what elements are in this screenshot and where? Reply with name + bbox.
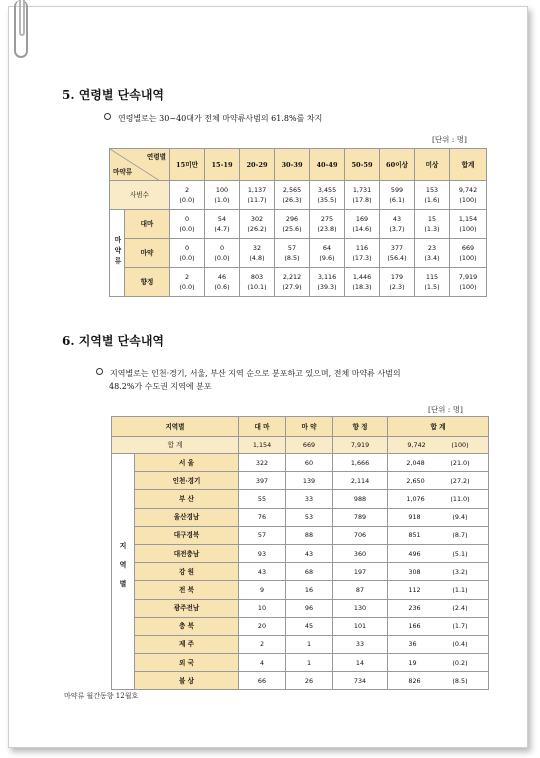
- table-cell: [415, 210, 450, 239]
- row-label: 충 북: [135, 617, 239, 635]
- table-cell: 43: [286, 544, 333, 562]
- table-cell: [388, 490, 489, 508]
- region-count: 19: [408, 658, 417, 667]
- cell-value: 296: [285, 215, 299, 223]
- group-label: 마약류: [113, 235, 121, 268]
- table-cell: [450, 239, 487, 268]
- table-row: [112, 617, 489, 635]
- section6-bullet: [96, 367, 401, 393]
- region-table: [111, 416, 489, 690]
- cell-value: 116: [355, 244, 369, 252]
- paperclip-icon: [14, 0, 28, 58]
- cell-percent: (0.6): [214, 283, 230, 291]
- table-cell: 7,919: [333, 437, 388, 454]
- table-cell: 789: [333, 508, 388, 526]
- region-percent: (0.4): [452, 640, 468, 649]
- table-cell: 9: [239, 581, 286, 599]
- cell-percent: (1.0): [214, 196, 230, 204]
- table-cell: 88: [286, 526, 333, 544]
- row-label: 울산경남: [135, 508, 239, 526]
- row-label: 대전충남: [135, 544, 239, 562]
- table-cell: 66: [239, 672, 286, 690]
- table-cell: 33: [333, 635, 388, 653]
- cell-value: 2: [184, 186, 190, 194]
- table-cell: 2,114: [333, 472, 388, 490]
- cell-percent: (0.0): [214, 254, 230, 262]
- region-count: 236: [408, 604, 421, 613]
- cell-percent: (0.0): [179, 196, 195, 204]
- cell-percent: (3.4): [424, 254, 440, 262]
- table-cell: [388, 508, 489, 526]
- table-cell: [310, 181, 345, 210]
- corner-bottom-label: 마약류: [113, 168, 133, 176]
- row-label: 제 주: [135, 635, 239, 653]
- table-cell: [275, 239, 310, 268]
- region-total-row: [112, 437, 489, 454]
- row-label: 서 울: [135, 454, 239, 472]
- region-count: 851: [408, 531, 421, 540]
- cell-value: 115: [425, 273, 439, 281]
- cell-percent: (35.5): [317, 196, 337, 204]
- section5-heading: 5. 연령별 단속내역: [62, 88, 165, 102]
- cell-percent: (0.0): [179, 225, 195, 233]
- cell-value: 377: [390, 244, 404, 252]
- table-cell: 988: [333, 490, 388, 508]
- table-cell: [240, 181, 275, 210]
- region-count: 308: [408, 567, 421, 576]
- table-cell: [388, 563, 489, 581]
- group-cell: [112, 454, 135, 690]
- table-cell: [388, 581, 489, 599]
- table-cell: 53: [286, 508, 333, 526]
- table-cell: 43: [239, 563, 286, 581]
- table-cell: 669: [286, 437, 333, 454]
- age-col-header: 15-19: [205, 149, 240, 181]
- table-cell: 33: [286, 490, 333, 508]
- cell-value: 9,742: [458, 186, 478, 194]
- table-cell: 60: [286, 454, 333, 472]
- region-percent: (2.4): [452, 604, 468, 613]
- table-row: [110, 268, 487, 297]
- cell-percent: (39.3): [317, 283, 337, 291]
- age-col-header: 60이상: [380, 149, 415, 181]
- table-cell: 68: [286, 563, 333, 581]
- region-percent: (8.7): [452, 531, 468, 540]
- table-cell: [450, 268, 487, 297]
- cell-value: 1,446: [352, 273, 372, 281]
- row-label: 대마: [125, 210, 170, 239]
- table-cell: 87: [333, 581, 388, 599]
- cell-value: 7,919: [458, 273, 478, 281]
- cell-value: 2: [184, 273, 190, 281]
- region-percent: (11.0): [450, 494, 470, 503]
- table-cell: [205, 239, 240, 268]
- cell-value: 46: [217, 273, 227, 281]
- bullet-circle-icon: [96, 368, 103, 375]
- table-row: [112, 490, 489, 508]
- table-cell: [415, 239, 450, 268]
- table-cell: [415, 181, 450, 210]
- region-count: 2,650: [406, 476, 425, 485]
- cell-percent: (1.6): [424, 196, 440, 204]
- cell-value: 23: [427, 244, 437, 252]
- region-percent: (5.1): [452, 549, 468, 558]
- cell-percent: (4.8): [249, 254, 265, 262]
- table-cell: [380, 268, 415, 297]
- row-label: 전 북: [135, 581, 239, 599]
- age-col-header: 미상: [415, 149, 450, 181]
- region-count: 826: [408, 676, 421, 685]
- cell-value: 153: [425, 186, 439, 194]
- cell-value: 15: [427, 215, 437, 223]
- table-cell: [240, 268, 275, 297]
- table-cell: [170, 210, 205, 239]
- cell-percent: (4.7): [214, 225, 230, 233]
- cell-percent: (26.2): [247, 225, 267, 233]
- table-row: [112, 526, 489, 544]
- group-label: 지역별: [119, 541, 128, 599]
- table-cell: [388, 544, 489, 562]
- cell-value: 54: [217, 215, 227, 223]
- section5-bullet-text: 연령별로는 30~40대가 전체 마약류사범의 61.8%를 차지: [118, 114, 323, 123]
- cell-value: 1,731: [352, 186, 372, 194]
- table-cell: 101: [333, 617, 388, 635]
- region-count: 112: [408, 585, 421, 594]
- table-cell: [345, 268, 380, 297]
- age-col-header: 30-39: [275, 149, 310, 181]
- table-cell: [275, 210, 310, 239]
- table-cell: [388, 617, 489, 635]
- region-count: 496: [408, 549, 421, 558]
- cell-percent: (17.8): [352, 196, 372, 204]
- region-header-row: [112, 417, 489, 437]
- table-cell: 26: [286, 672, 333, 690]
- corner-top-label: 연령별: [146, 153, 166, 161]
- table-cell: 45: [286, 617, 333, 635]
- table-cell: 360: [333, 544, 388, 562]
- table-cell: 76: [239, 508, 286, 526]
- cell-value: 599: [390, 186, 404, 194]
- cell-value: 0: [184, 215, 190, 223]
- cell-percent: (100): [459, 225, 477, 233]
- table-cell: 1: [286, 654, 333, 672]
- footer-text: 마약류 월간동향 12월호: [64, 692, 139, 700]
- cell-percent: (10.1): [247, 283, 267, 291]
- row-label: 불 상: [135, 672, 239, 690]
- table-cell: [345, 210, 380, 239]
- row-label: 대구경북: [135, 526, 239, 544]
- row-label: 합 계: [112, 437, 239, 454]
- table-row: [112, 508, 489, 526]
- age-table: [109, 148, 487, 297]
- cell-percent: (2.3): [389, 283, 405, 291]
- cell-value: 2,212: [282, 273, 302, 281]
- table-cell: [380, 210, 415, 239]
- table-row: [112, 654, 489, 672]
- table-cell: 2: [239, 635, 286, 653]
- cell-value: 32: [252, 244, 262, 252]
- table-cell: 1,154: [239, 437, 286, 454]
- table-cell: 1,666: [333, 454, 388, 472]
- region-count: 918: [408, 513, 421, 522]
- region-percent: (0.2): [452, 658, 468, 667]
- table-cell: 14: [333, 654, 388, 672]
- row-label: 부 산: [135, 490, 239, 508]
- table-cell: [345, 239, 380, 268]
- table-cell: [388, 672, 489, 690]
- region-count: 166: [408, 622, 421, 631]
- cell-percent: (9.6): [319, 254, 335, 262]
- cell-value: 275: [320, 215, 334, 223]
- row-label: 인천·경기: [135, 472, 239, 490]
- region-percent: (1.7): [452, 622, 468, 631]
- cell-percent: (26.3): [282, 196, 302, 204]
- cell-percent: (1.3): [424, 225, 440, 233]
- cell-value: 3,455: [317, 186, 337, 194]
- row-label: 강 원: [135, 563, 239, 581]
- age-col-header: 15미만: [170, 149, 205, 181]
- table-cell: [240, 210, 275, 239]
- age-col-header: 20-29: [240, 149, 275, 181]
- table-cell: 1: [286, 635, 333, 653]
- table-row: [112, 454, 489, 472]
- cell-percent: (27.9): [282, 283, 302, 291]
- table-cell: 397: [239, 472, 286, 490]
- table-cell: [388, 454, 489, 472]
- table-cell: [310, 268, 345, 297]
- age-table-corner: [110, 149, 170, 181]
- table-cell: [388, 654, 489, 672]
- group-cell: [110, 210, 125, 297]
- age-col-header: 합계: [450, 149, 487, 181]
- table-row: [112, 472, 489, 490]
- row-label: 마약: [125, 239, 170, 268]
- table-cell: [345, 181, 380, 210]
- table-cell: 20: [239, 617, 286, 635]
- region-percent: (8.5): [452, 676, 468, 685]
- age-col-header: 50-59: [345, 149, 380, 181]
- section6-bullet-line1: 지역별로는 인천·경기, 서울, 부산 지역 순으로 분포하고 있으며, 전체 마약류 사범의: [110, 369, 401, 378]
- region-col-header: 합 계: [388, 417, 489, 437]
- row-label: 광주전남: [135, 599, 239, 617]
- cell-percent: (100): [459, 283, 477, 291]
- table-row: [112, 544, 489, 562]
- cell-value: 803: [250, 273, 264, 281]
- table-cell: 55: [239, 490, 286, 508]
- table-row: [110, 210, 487, 239]
- age-col-header: 40-49: [310, 149, 345, 181]
- total-percent: (100): [451, 441, 469, 449]
- cell-percent: (23.8): [317, 225, 337, 233]
- table-row: [110, 239, 487, 268]
- cell-value: 57: [287, 244, 297, 252]
- table-cell: [415, 268, 450, 297]
- region-count: 2,048: [406, 458, 425, 467]
- table-cell: 16: [286, 581, 333, 599]
- table-cell: [388, 526, 489, 544]
- region-count: 1,076: [406, 494, 425, 503]
- section5-unit: [단위 : 명]: [432, 135, 467, 144]
- table-cell: [310, 239, 345, 268]
- cell-value: 302: [250, 215, 264, 223]
- section5-bullet: [104, 112, 322, 125]
- cell-value: 169: [355, 215, 369, 223]
- table-cell: 10: [239, 599, 286, 617]
- table-cell: 139: [286, 472, 333, 490]
- table-cell: [205, 268, 240, 297]
- table-cell: 322: [239, 454, 286, 472]
- region-percent: (27.2): [450, 476, 470, 485]
- table-cell: [205, 181, 240, 210]
- table-cell: [450, 210, 487, 239]
- cell-value: 0: [184, 244, 190, 252]
- region-percent: (3.2): [452, 567, 468, 576]
- table-cell: [170, 268, 205, 297]
- cell-percent: (17.3): [352, 254, 372, 262]
- cell-value: 43: [392, 215, 402, 223]
- cell-percent: (25.6): [282, 225, 302, 233]
- table-cell: 93: [239, 544, 286, 562]
- row-label: 사범수: [110, 181, 170, 210]
- table-row: [112, 599, 489, 617]
- cell-percent: (0.0): [179, 283, 195, 291]
- cell-value: 669: [461, 244, 475, 252]
- region-col-header: 지역별: [112, 417, 239, 437]
- table-cell: [388, 472, 489, 490]
- total-count: 9,742: [407, 441, 426, 449]
- region-percent: (1.1): [452, 585, 468, 594]
- table-cell: 57: [239, 526, 286, 544]
- cell-percent: (14.6): [352, 225, 372, 233]
- table-cell: [240, 239, 275, 268]
- table-cell: [388, 599, 489, 617]
- region-count: 36: [408, 640, 417, 649]
- cell-value: 0: [219, 244, 225, 252]
- table-cell: [388, 635, 489, 653]
- cell-percent: (100): [459, 254, 477, 262]
- cell-value: 64: [322, 244, 332, 252]
- cell-percent: (0.0): [179, 254, 195, 262]
- cell-percent: (6.1): [389, 196, 405, 204]
- table-row: [112, 563, 489, 581]
- table-cell: [205, 210, 240, 239]
- table-row: [110, 181, 487, 210]
- table-cell: [450, 181, 487, 210]
- region-percent: (9.4): [452, 513, 468, 522]
- cell-percent: (18.3): [352, 283, 372, 291]
- table-cell: [388, 437, 489, 454]
- section6-heading: 6. 지역별 단속내역: [62, 334, 165, 348]
- row-label: 향정: [125, 268, 170, 297]
- cell-percent: (56.4): [387, 254, 407, 262]
- cell-value: 100: [215, 186, 229, 194]
- table-cell: [170, 181, 205, 210]
- table-cell: [380, 181, 415, 210]
- cell-value: 1,137: [247, 186, 267, 194]
- cell-value: 2,565: [282, 186, 302, 194]
- cell-value: 3,116: [317, 273, 337, 281]
- table-cell: 130: [333, 599, 388, 617]
- cell-percent: (1.5): [424, 283, 440, 291]
- cell-value: 1,154: [458, 215, 478, 223]
- section6-bullet-line2: 48.2%가 수도권 지역에 분포: [109, 382, 212, 391]
- table-cell: 734: [333, 672, 388, 690]
- region-col-header: 대 마: [239, 417, 286, 437]
- region-percent: (21.0): [450, 458, 470, 467]
- region-col-header: 마 약: [286, 417, 333, 437]
- table-row: [112, 581, 489, 599]
- table-cell: [380, 239, 415, 268]
- table-row: [112, 672, 489, 690]
- cell-percent: (11.7): [247, 196, 267, 204]
- table-cell: 706: [333, 526, 388, 544]
- cell-percent: (8.5): [284, 254, 300, 262]
- table-cell: [275, 181, 310, 210]
- table-cell: [310, 210, 345, 239]
- table-cell: [170, 239, 205, 268]
- table-row: [112, 635, 489, 653]
- row-label: 외 국: [135, 654, 239, 672]
- bullet-circle-icon: [104, 113, 111, 120]
- table-cell: 4: [239, 654, 286, 672]
- table-cell: 96: [286, 599, 333, 617]
- cell-percent: (3.7): [389, 225, 405, 233]
- table-cell: [275, 268, 310, 297]
- section6-unit: [단위 : 명]: [428, 405, 463, 414]
- region-col-header: 향 정: [333, 417, 388, 437]
- table-cell: 197: [333, 563, 388, 581]
- cell-value: 179: [390, 273, 404, 281]
- cell-percent: (100): [459, 196, 477, 204]
